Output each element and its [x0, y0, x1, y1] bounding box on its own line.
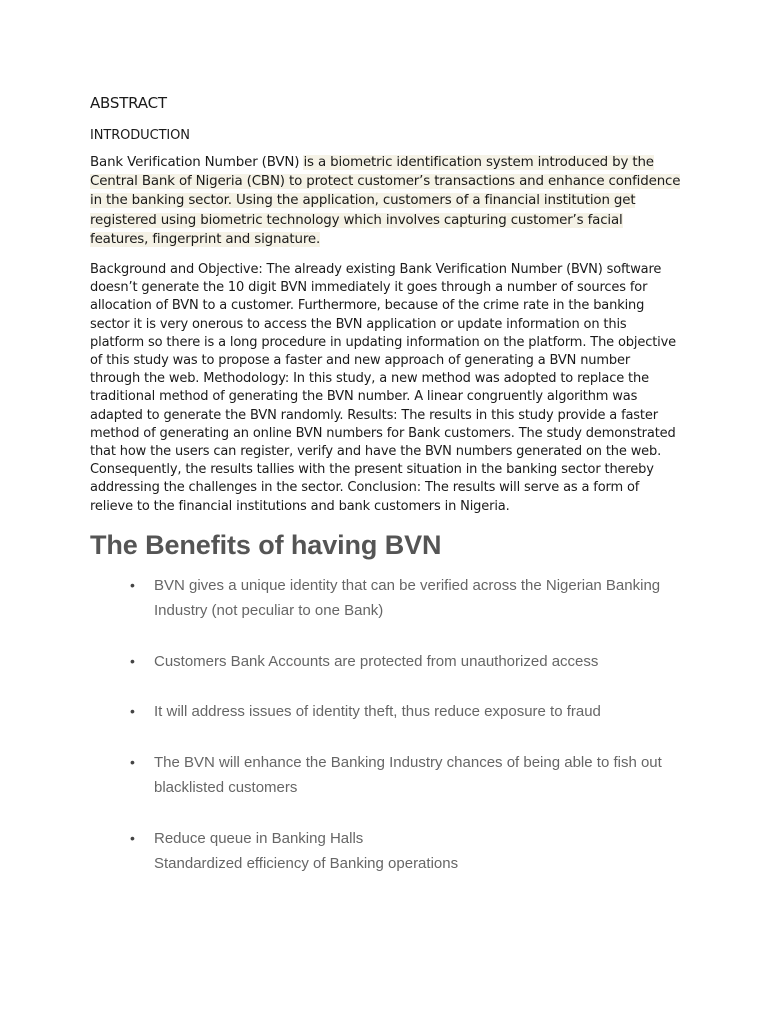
- list-item: [90, 573, 682, 624]
- bullet-icon: •: [130, 576, 135, 593]
- list-item-subtext: Standardized efficiency of Banking operations: [154, 855, 459, 873]
- introduction-paragraph: [90, 153, 682, 249]
- introduction-heading: INTRODUCTION: [90, 128, 190, 143]
- list-item-text: BVN gives a unique identity that can be verified across the Nigerian Banking Industry (not peculiar to one Bank): [154, 576, 661, 620]
- introduction-highlighted-text: is a biometric identification system introduced by the Central Bank of Nigeria (CBN) to protect customer’s transactions and enhance confidence in the banking sector. Using the application, customers of a financial institution get registered using biometric technology which involves capturing customer’s facial features, fingerprint and signature.: [90, 155, 681, 247]
- bullet-icon: •: [130, 652, 135, 669]
- benefits-title: The Benefits of having BVN: [90, 529, 442, 560]
- list-item-text: The BVN will enhance the Banking Industry chances of being able to fish out blacklisted customers: [154, 753, 662, 797]
- list-item: [90, 649, 682, 675]
- list-item: [90, 699, 682, 725]
- introduction-lead: Bank Verification Number (BVN): [90, 155, 304, 170]
- benefits-list: [90, 573, 682, 877]
- list-item-text: It will address issues of identity theft, thus reduce exposure to fraud: [154, 703, 601, 721]
- list-item-text: Reduce queue in Banking Halls: [154, 829, 364, 847]
- background-paragraph: Background and Objective: The already existing Bank Verification Number (BVN) software doesn’t generate the 10 digit BVN immediately it goes through a number of sources for allocation of BVN to a customer. Furthermore, because of the crime rate in the banking sector it is very onerous to access the BVN application or update information on this platform so there is a long procedure in updating information on the platform. The objective of this study was to propose a faster and new approach of generating a BVN number through the web. Methodology: In this study, a new method was adopted to replace the traditional method of generating the BVN number. A linear congruently algorithm was adapted to generate the BVN randomly. Results: The results in this study provide a faster method of generating an online BVN numbers for Bank customers. The study demonstrated that how the users can register, verify and have the BVN numbers generated on the web. Consequently, the results tallies with the present situation in the banking sector thereby addressing the challenges in the sector. Conclusion: The results will serve as a form of relieve to the financial institutions and bank customers in Nigeria.: [90, 262, 677, 514]
- bullet-icon: •: [130, 703, 135, 720]
- list-item-text: Customers Bank Accounts are protected from unauthorized access: [154, 652, 599, 670]
- bullet-icon: •: [130, 753, 135, 770]
- bullet-icon: •: [130, 829, 135, 846]
- list-item: [90, 826, 682, 877]
- abstract-title: ABSTRACT: [90, 94, 167, 112]
- list-item: [90, 750, 682, 801]
- document-page: [90, 94, 682, 902]
